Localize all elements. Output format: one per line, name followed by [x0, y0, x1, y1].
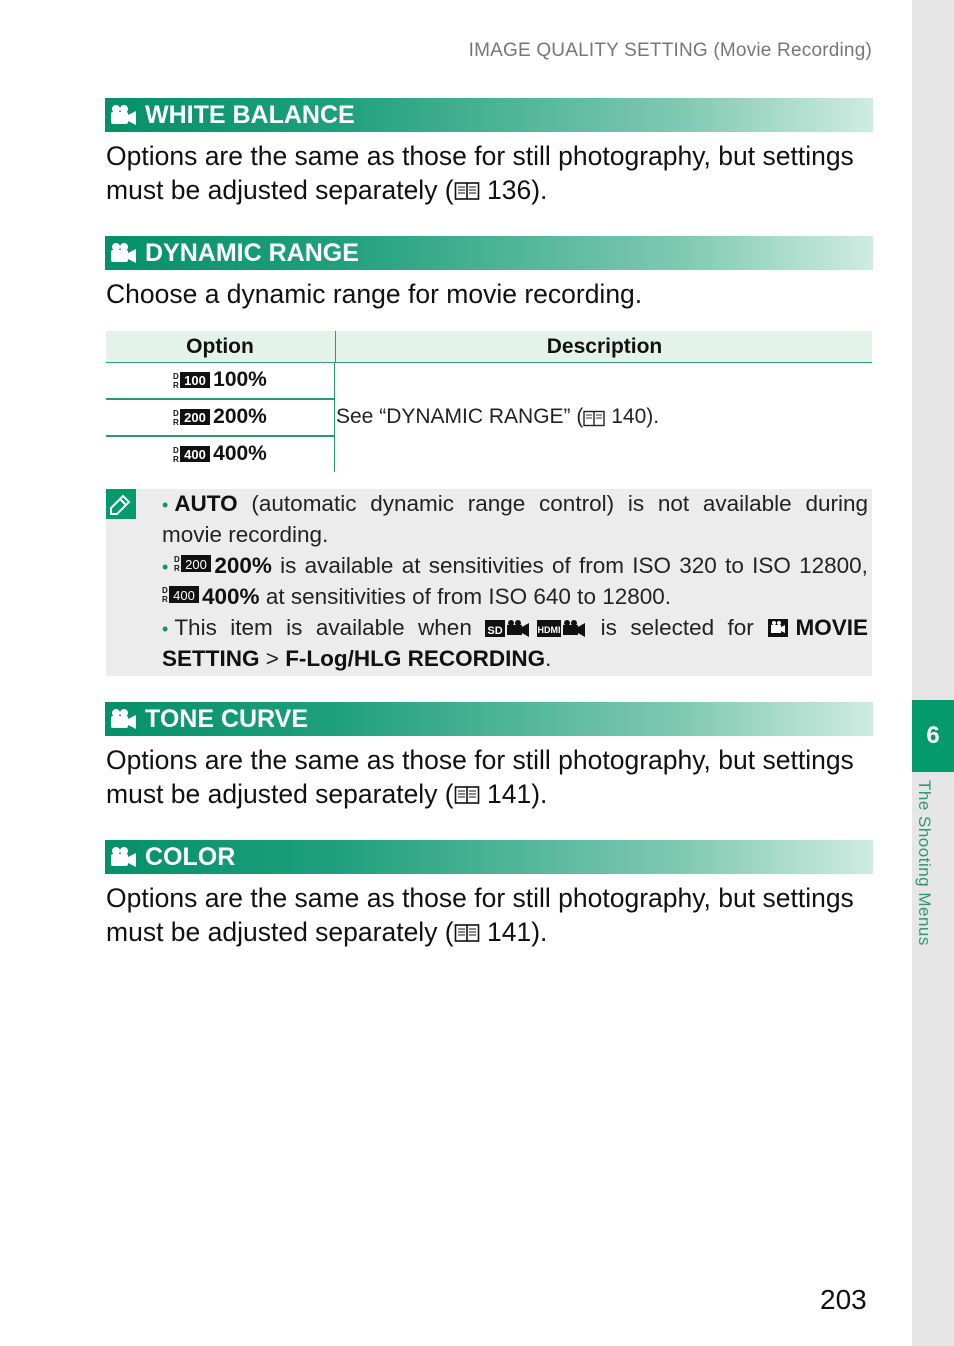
svg-text:400: 400	[173, 588, 195, 603]
svg-text:SD: SD	[487, 625, 503, 637]
body-line: must be adjusted separately ( 141).	[106, 779, 548, 809]
chapter-number-tab: 6	[912, 700, 954, 772]
svg-text:D: D	[162, 586, 168, 595]
sd-card-movie-icon	[485, 617, 587, 639]
dynamic-range-table	[106, 331, 872, 472]
movie-setting-icon	[767, 615, 789, 640]
note-bullet-3-line-1: • This item is available when SD HDMI is selected for MOVIE	[162, 612, 868, 645]
svg-text:R: R	[174, 564, 181, 573]
running-head: IMAGE QUALITY SETTING (Movie Recording)	[468, 40, 872, 61]
note-bullet-2-line-2: D R 400 400% at sensitivities of from ISO 640 to 12800.	[162, 584, 672, 609]
svg-text:R: R	[173, 418, 179, 426]
table-row-option	[106, 436, 334, 472]
body-line: must be adjusted separately ( 136).	[106, 175, 548, 205]
movie-camera-icon	[109, 707, 139, 731]
page-number: 203	[820, 1284, 867, 1315]
column-divider	[334, 362, 335, 472]
svg-text:200: 200	[184, 410, 206, 425]
note-bullet-1-line-2: movie recording.	[162, 522, 329, 547]
body-line: Options are the same as those for still photography, but settings	[106, 141, 854, 171]
note-bullet-2-line-1: • D R 200 200% is available at sensitivities of from ISO 320 to ISO 12800,	[162, 553, 868, 578]
section-title: TONE CURVE	[145, 704, 309, 733]
column-header-option: Option	[186, 334, 254, 358]
side-tab-strip	[912, 0, 954, 1346]
section-title: COLOR	[145, 842, 236, 871]
dynamic-range-badge-icon	[174, 554, 212, 573]
svg-text:D: D	[173, 409, 179, 418]
section-title: DYNAMIC RANGE	[145, 238, 359, 267]
section-header-color	[105, 840, 873, 874]
chapter-title-tab: The Shooting Menus	[915, 780, 934, 946]
movie-camera-icon	[109, 241, 139, 265]
body-line: must be adjusted separately ( 141).	[106, 917, 548, 947]
svg-text:D: D	[174, 555, 181, 564]
note-box	[106, 489, 872, 676]
color-body	[106, 881, 876, 949]
book-ref-icon	[454, 175, 480, 195]
svg-text:HDMI: HDMI	[537, 625, 561, 635]
dynamic-range-badge-icon	[173, 445, 211, 463]
svg-text:100: 100	[184, 373, 206, 388]
tone-curve-body	[106, 743, 876, 811]
svg-text:200: 200	[185, 557, 208, 572]
option-label: 100%	[213, 368, 267, 391]
svg-text:400: 400	[184, 447, 206, 462]
section-title: WHITE BALANCE	[145, 100, 355, 129]
body-line: Options are the same as those for still photography, but settings	[106, 883, 854, 913]
book-ref-icon	[454, 917, 480, 937]
svg-text:R: R	[173, 381, 179, 389]
dynamic-range-badge-icon	[173, 371, 211, 389]
sd-hdmi-movie-icons	[485, 612, 587, 645]
option-label: 400%	[213, 442, 267, 465]
section-header-tone-curve	[105, 702, 873, 736]
table-row-option	[106, 362, 334, 398]
svg-text:R: R	[173, 455, 179, 463]
note-bullet-3-line-2: SETTING > F-Log/HLG RECORDING.	[162, 646, 552, 671]
book-ref-icon	[583, 409, 605, 426]
dynamic-range-intro: Choose a dynamic range for movie recording.	[106, 279, 643, 309]
table-description-cell: See “DYNAMIC RANGE” ( 140).	[336, 405, 660, 428]
dynamic-range-badge-icon	[162, 585, 200, 604]
svg-text:R: R	[162, 595, 168, 604]
book-ref-icon	[454, 779, 480, 799]
table-row-option	[106, 399, 334, 435]
svg-text:D: D	[173, 372, 179, 381]
body-line: Options are the same as those for still photography, but settings	[106, 745, 854, 775]
note-bullet-1-line-1: • AUTO (automatic dynamic range control) is not available during	[162, 491, 868, 516]
movie-camera-icon	[109, 103, 139, 127]
white-balance-body	[106, 139, 876, 207]
option-label: 200%	[213, 405, 267, 428]
svg-text:D: D	[173, 446, 179, 455]
movie-camera-icon	[109, 845, 139, 869]
column-header-description: Description	[335, 331, 873, 362]
dynamic-range-badge-icon	[173, 408, 211, 426]
note-pencil-icon	[106, 489, 136, 519]
section-header-white-balance	[105, 98, 873, 132]
table-header-row	[106, 331, 872, 363]
section-header-dynamic-range	[105, 236, 873, 270]
